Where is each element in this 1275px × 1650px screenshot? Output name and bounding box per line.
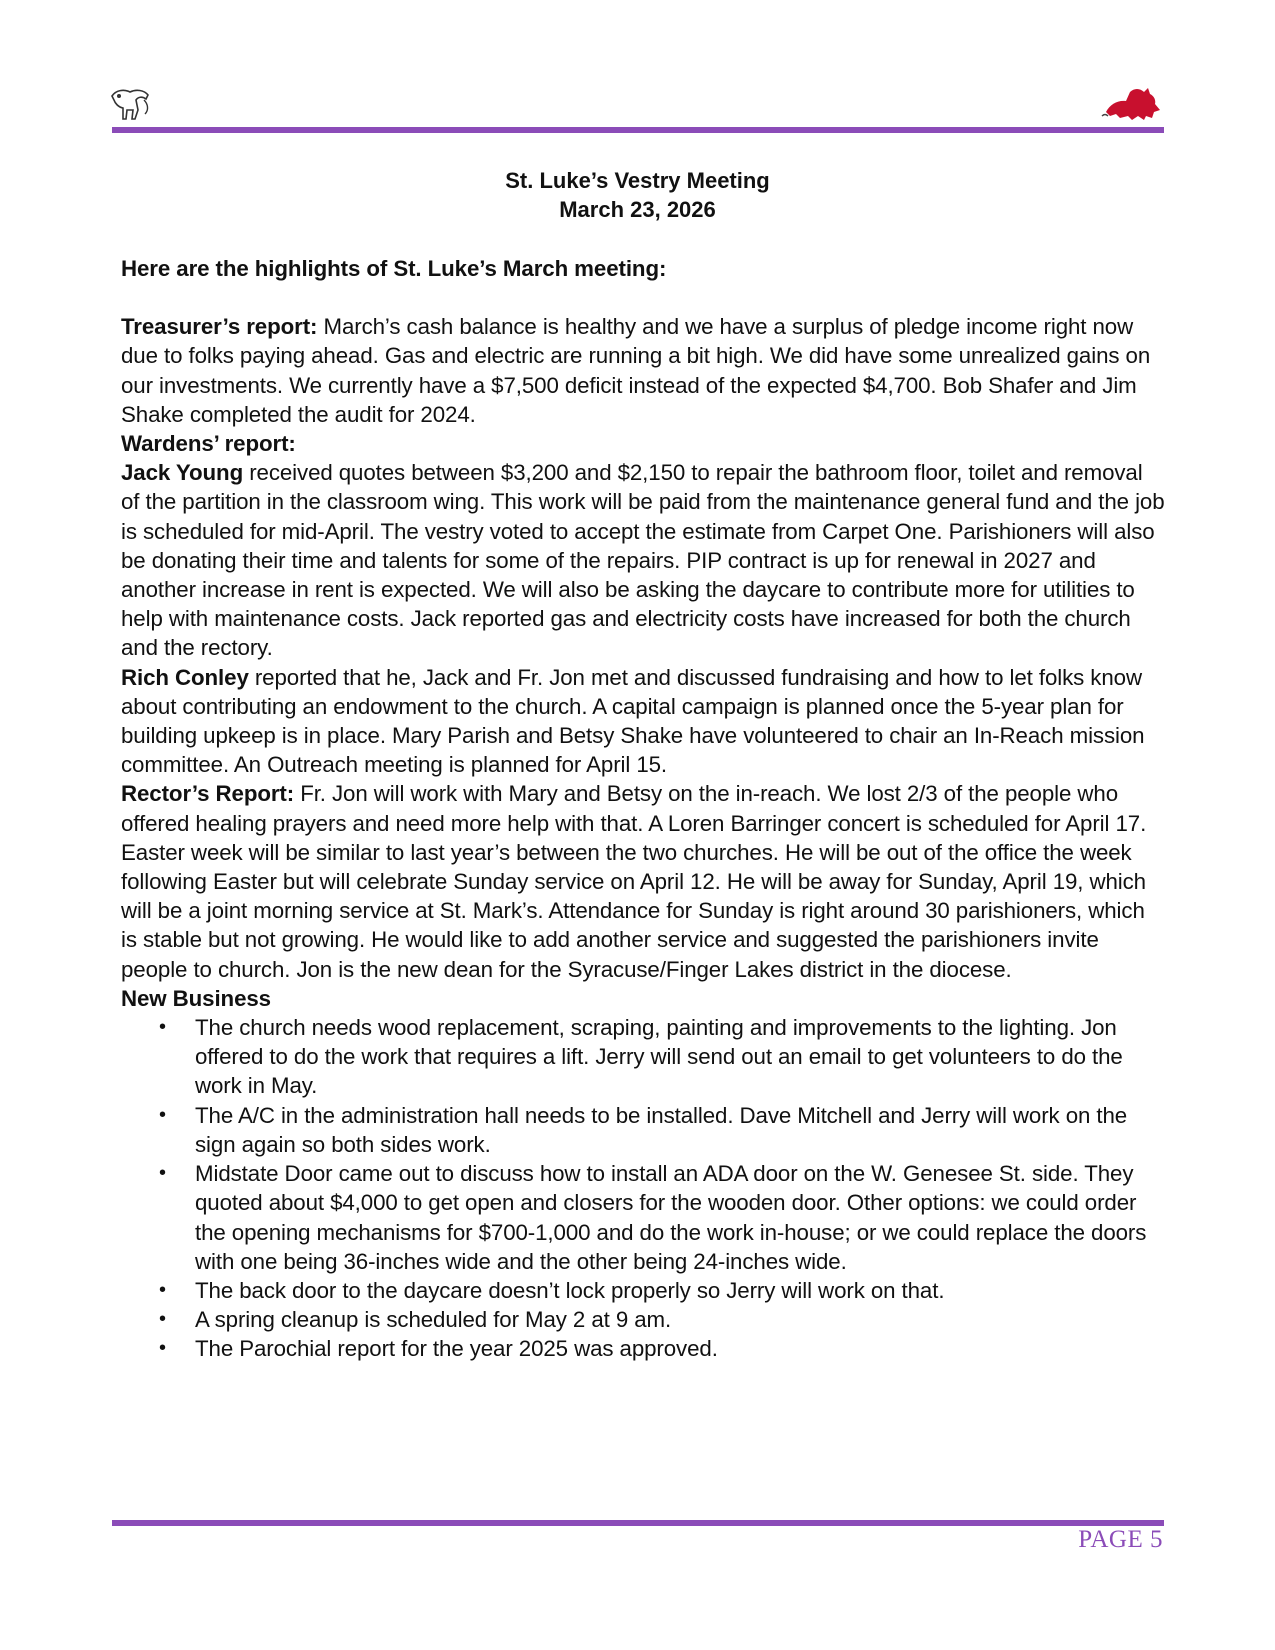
- list-item: • The Parochial report for the year 2025 was approved.: [195, 1334, 1166, 1363]
- jack-young-name: Jack Young: [121, 460, 244, 486]
- page-number: PAGE 5: [1078, 1526, 1163, 1553]
- article-body: [121, 254, 1166, 1364]
- rector-report: [121, 779, 1166, 983]
- treasurer-report: [121, 312, 1166, 429]
- bullet-icon: •: [159, 1308, 166, 1331]
- new-business-heading: New Business: [121, 985, 271, 1011]
- meeting-date: March 23, 2026: [559, 197, 716, 222]
- meeting-title: St. Luke’s Vestry Meeting: [505, 168, 770, 193]
- list-item: • The A/C in the administration hall needs to be installed. Dave Mitchell and Jerry will work on the sign again so both sides work.: [159, 1102, 1128, 1157]
- list-item: • A spring cleanup is scheduled for May 2 at 9 am.: [195, 1305, 1166, 1334]
- new-business-list: [121, 1013, 1166, 1363]
- intro-heading: Here are the highlights of St. Luke’s March meeting:: [121, 256, 667, 281]
- red-lion-icon: [1100, 82, 1162, 122]
- list-item: • The back door to the daycare doesn’t lock properly so Jerry will work on that.: [195, 1276, 1166, 1305]
- wardens-jack-paragraph: [121, 458, 1166, 662]
- meeting-title-block: [0, 166, 1275, 224]
- list-item: • The church needs wood replacement, scraping, painting and improvements to the lighting. Jon offered to do the work that requires a lift. Jerry will send out an email to get volunteers to do the work in May.: [159, 1015, 1123, 1099]
- wardens-heading: Wardens’ report:: [121, 431, 296, 457]
- wardens-rich-paragraph: [121, 663, 1166, 780]
- lion-emblem-icon: [108, 86, 152, 122]
- list-item: • Midstate Door came out to discuss how to install an ADA door on the W. Genesee St. side. They quoted about $4,000 to get open and closers for the wooden door. Other options: we could order the opening mechanisms for $700-1,000 and do the work in-house; or we could replace the doors with one being 36-inches wide and the other being 24-inches wide.: [159, 1161, 1147, 1274]
- rich-conley-text: reported that he, Jack and Fr. Jon met and discussed fundraising and how to let folks know about contributing an endowment to the church. A capital campaign is planned once the 5-year plan for building upkeep is in place. Mary Parish and Betsy Shake have volunteered to chair an In-Reach mission committee. An Outreach meeting is planned for April 15.: [121, 664, 1145, 778]
- rector-heading: Rector’s Report:: [121, 781, 295, 807]
- rich-conley-name: Rich Conley: [121, 664, 249, 690]
- bullet-icon: •: [159, 1278, 166, 1301]
- footer-divider: [112, 1520, 1164, 1526]
- bullet-icon: •: [159, 1162, 166, 1185]
- bullet-icon: •: [159, 1016, 166, 1039]
- header-divider: [112, 127, 1164, 133]
- rector-text: Fr. Jon will work with Mary and Betsy on the in-reach. We lost 2/3 of the people who offered healing prayers and need more help with that. A Loren Barringer concert is scheduled for April 17. Easter week will be similar to last year’s between the two churches. He will be out of the office the week following Easter but will celebrate Sunday service on April 12. He will be away for Sunday, April 19, which will be a joint morning service at St. Mark’s. Attendance for Sunday is right around 30 parishioners, which is stable but not growing. He would like to add another service and suggested the parishioners invite people to church. Jon is the new dean for the Syracuse/Finger Lakes district in the diocese.: [121, 781, 1147, 982]
- bullet-icon: •: [159, 1103, 166, 1126]
- jack-young-text: received quotes between $3,200 and $2,150 to repair the bathroom floor, toilet and removal of the partition in the classroom wing. This work will be paid from the maintenance general fund and the job is scheduled for mid-April. The vestry voted to accept the estimate from Carpet One. Parishioners will also be donating their time and talents for some of the repairs. PIP contract is up for renewal in 2027 and another increase in rent is expected. We will also be asking the daycare to contribute more for utilities to help with maintenance costs. Jack reported gas and electricity costs have increased for both the church and the rectory.: [121, 460, 1165, 661]
- bullet-icon: •: [159, 1337, 166, 1360]
- treasurer-text: March’s cash balance is healthy and we have a surplus of pledge income right now due to folks paying ahead. Gas and electric are running a bit high. We did have some unrealized gains on our investments. We currently have a $7,500 deficit instead of the expected $4,700. Bob Shafer and Jim Shake completed the audit for 2024.: [121, 314, 1151, 427]
- treasurer-heading: Treasurer’s report:: [121, 314, 318, 340]
